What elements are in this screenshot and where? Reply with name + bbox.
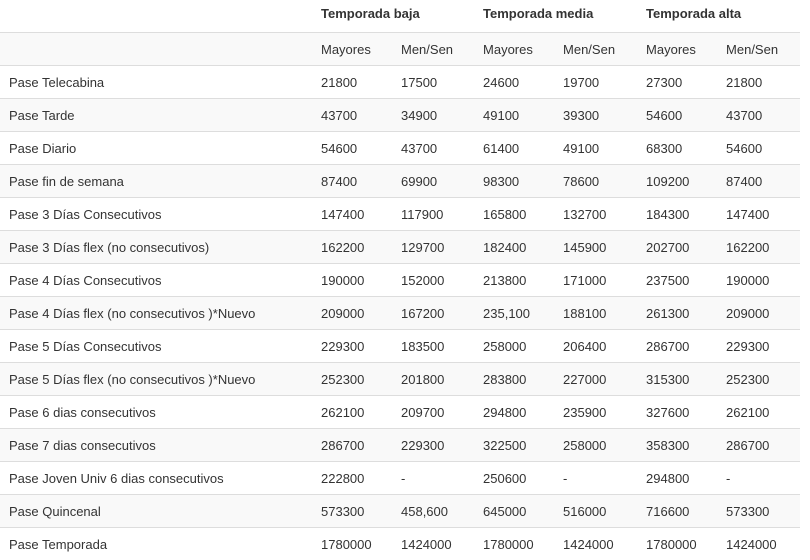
price-cell: 39300: [554, 99, 637, 132]
price-cell: 19700: [554, 66, 637, 99]
price-cell: 21800: [717, 66, 800, 99]
price-cell: 201800: [392, 363, 474, 396]
price-cell: 209700: [392, 396, 474, 429]
price-cell: 98300: [474, 165, 554, 198]
price-cell: 202700: [637, 231, 717, 264]
price-cell: 261300: [637, 297, 717, 330]
price-cell: 286700: [312, 429, 392, 462]
price-cell: 182400: [474, 231, 554, 264]
price-cell: -: [717, 462, 800, 495]
subheader-cell: Mayores: [312, 33, 392, 66]
table-row: [0, 66, 800, 99]
price-cell: 132700: [554, 198, 637, 231]
price-cell: 54600: [717, 132, 800, 165]
table-row: [0, 264, 800, 297]
price-cell: 294800: [474, 396, 554, 429]
price-cell: 49100: [474, 99, 554, 132]
price-cell: 1780000: [312, 528, 392, 560]
price-cell: 213800: [474, 264, 554, 297]
price-cell: 152000: [392, 264, 474, 297]
price-cell: 229300: [717, 330, 800, 363]
table-row: [0, 462, 800, 495]
price-cell: 1780000: [474, 528, 554, 560]
table-row: [0, 231, 800, 264]
price-cell: 17500: [392, 66, 474, 99]
table-row: [0, 330, 800, 363]
price-cell: 262100: [717, 396, 800, 429]
price-cell: 250600: [474, 462, 554, 495]
price-cell: 283800: [474, 363, 554, 396]
price-cell: 68300: [637, 132, 717, 165]
price-cell: 645000: [474, 495, 554, 528]
price-cell: 165800: [474, 198, 554, 231]
price-cell: 252300: [717, 363, 800, 396]
pass-name-cell: Pase 5 Días Consecutivos: [0, 330, 312, 363]
price-cell: 229300: [392, 429, 474, 462]
subheader-cell: Mayores: [474, 33, 554, 66]
price-cell: 171000: [554, 264, 637, 297]
price-cell: 34900: [392, 99, 474, 132]
price-cell: 54600: [637, 99, 717, 132]
price-cell: 27300: [637, 66, 717, 99]
price-cell: 252300: [312, 363, 392, 396]
season-header-row: [0, 0, 800, 33]
pass-name-cell: Pase 6 dias consecutivos: [0, 396, 312, 429]
price-cell: 162200: [717, 231, 800, 264]
price-cell: 24600: [474, 66, 554, 99]
price-cell: 358300: [637, 429, 717, 462]
price-cell: 147400: [717, 198, 800, 231]
price-cell: 258000: [474, 330, 554, 363]
price-cell: 43700: [717, 99, 800, 132]
price-cell: 327600: [637, 396, 717, 429]
subheader-cell: Men/Sen: [392, 33, 474, 66]
price-cell: 227000: [554, 363, 637, 396]
price-cell: 1424000: [392, 528, 474, 560]
subheader-cell: Men/Sen: [717, 33, 800, 66]
price-cell: 190000: [312, 264, 392, 297]
subheader-cell: Mayores: [637, 33, 717, 66]
pass-name-cell: Pase 4 Días flex (no consecutivos )*Nuevo: [0, 297, 312, 330]
price-cell: 190000: [717, 264, 800, 297]
pass-name-cell: Pase fin de semana: [0, 165, 312, 198]
price-cell: 229300: [312, 330, 392, 363]
price-cell: 1424000: [554, 528, 637, 560]
table-row: [0, 198, 800, 231]
table-row: [0, 132, 800, 165]
season-header-mid: Temporada media: [474, 0, 637, 33]
pass-name-cell: Pase 3 Días Consecutivos: [0, 198, 312, 231]
table-row: [0, 396, 800, 429]
price-cell: 184300: [637, 198, 717, 231]
price-cell: 222800: [312, 462, 392, 495]
price-cell: 69900: [392, 165, 474, 198]
season-header-low: Temporada baja: [312, 0, 474, 33]
price-cell: 109200: [637, 165, 717, 198]
table-row: [0, 363, 800, 396]
price-cell: 43700: [312, 99, 392, 132]
price-cell: 235900: [554, 396, 637, 429]
table-row: [0, 165, 800, 198]
pass-name-cell: Pase Temporada: [0, 528, 312, 560]
pass-name-cell: Pase 5 Días flex (no consecutivos )*Nuevo: [0, 363, 312, 396]
price-cell: 87400: [312, 165, 392, 198]
price-cell: 162200: [312, 231, 392, 264]
table-row: [0, 495, 800, 528]
table-row: [0, 429, 800, 462]
price-cell: 206400: [554, 330, 637, 363]
price-cell: 61400: [474, 132, 554, 165]
pass-name-cell: Pase Tarde: [0, 99, 312, 132]
price-cell: 145900: [554, 231, 637, 264]
pass-name-cell: Pase Telecabina: [0, 66, 312, 99]
price-cell: 183500: [392, 330, 474, 363]
subheader-row: [0, 33, 800, 66]
table-row: [0, 528, 800, 560]
pass-name-cell: Pase 3 Días flex (no consecutivos): [0, 231, 312, 264]
price-cell: 235,100: [474, 297, 554, 330]
price-cell: 129700: [392, 231, 474, 264]
price-cell: 117900: [392, 198, 474, 231]
price-cell: 54600: [312, 132, 392, 165]
pass-name-cell: Pase 7 dias consecutivos: [0, 429, 312, 462]
price-cell: 262100: [312, 396, 392, 429]
price-cell: 147400: [312, 198, 392, 231]
price-cell: 78600: [554, 165, 637, 198]
price-cell: 167200: [392, 297, 474, 330]
price-cell: 188100: [554, 297, 637, 330]
price-cell: 209000: [717, 297, 800, 330]
price-cell: 87400: [717, 165, 800, 198]
price-cell: 1424000: [717, 528, 800, 560]
price-cell: 516000: [554, 495, 637, 528]
pass-name-cell: Pase Quincenal: [0, 495, 312, 528]
corner-cell: [0, 0, 312, 33]
table-body: [0, 66, 800, 560]
price-cell: 49100: [554, 132, 637, 165]
price-cell: 237500: [637, 264, 717, 297]
pass-name-cell: Pase Joven Univ 6 dias consecutivos: [0, 462, 312, 495]
table-row: [0, 99, 800, 132]
price-cell: -: [554, 462, 637, 495]
price-cell: -: [392, 462, 474, 495]
price-cell: 716600: [637, 495, 717, 528]
price-cell: 322500: [474, 429, 554, 462]
price-cell: 286700: [637, 330, 717, 363]
season-header-high: Temporada alta: [637, 0, 800, 33]
price-cell: 286700: [717, 429, 800, 462]
price-cell: 573300: [717, 495, 800, 528]
price-cell: 209000: [312, 297, 392, 330]
price-cell: 43700: [392, 132, 474, 165]
table-row: [0, 297, 800, 330]
price-cell: 458,600: [392, 495, 474, 528]
price-cell: 258000: [554, 429, 637, 462]
pass-name-cell: Pase 4 Días Consecutivos: [0, 264, 312, 297]
price-cell: 315300: [637, 363, 717, 396]
subheader-cell: Men/Sen: [554, 33, 637, 66]
subheader-empty: [0, 33, 312, 66]
price-cell: 1780000: [637, 528, 717, 560]
price-cell: 21800: [312, 66, 392, 99]
pass-name-cell: Pase Diario: [0, 132, 312, 165]
price-cell: 573300: [312, 495, 392, 528]
price-cell: 294800: [637, 462, 717, 495]
